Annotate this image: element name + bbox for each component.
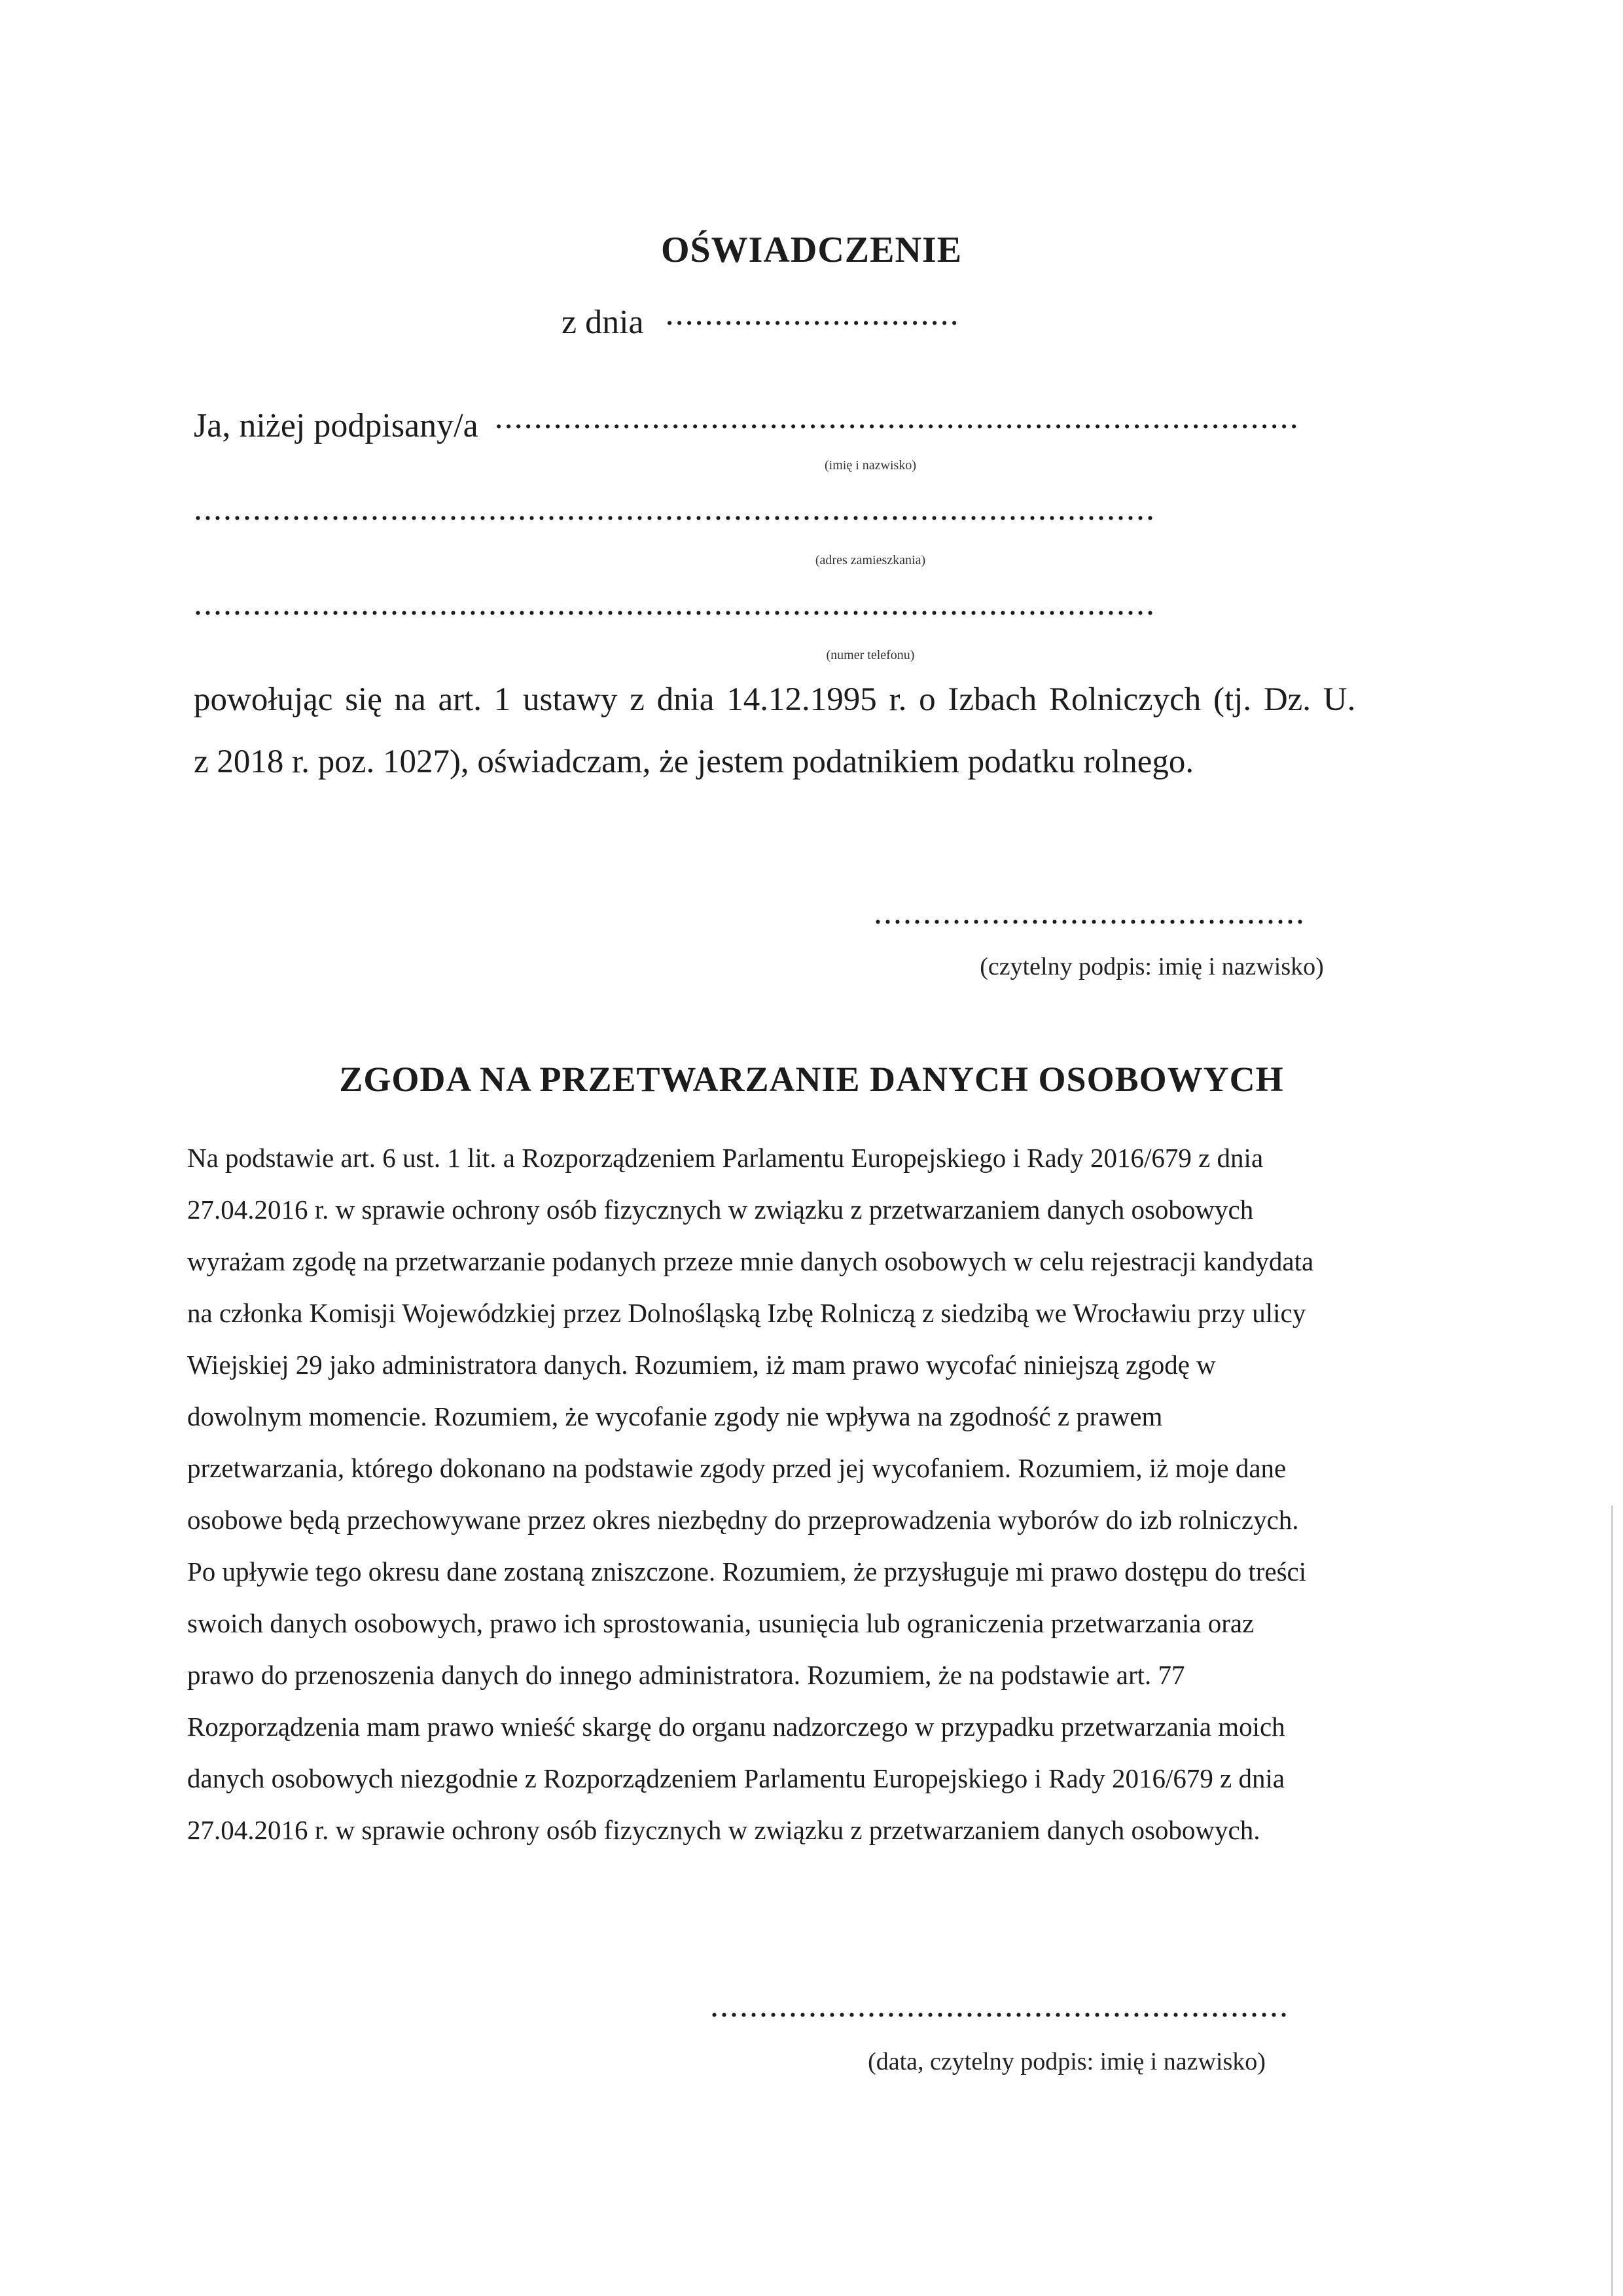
phone-row (194, 584, 1418, 632)
address-caption: (adres zamieszkania) (815, 553, 926, 567)
name-field[interactable]: .................................................................................. (494, 399, 1300, 436)
consent-signature-caption: (data, czytelny podpis: imię i nazwisko) (868, 2048, 1266, 2075)
consent-signature-field[interactable]: ........................................................... (710, 1987, 1289, 2024)
address-row (194, 490, 1418, 537)
signed-row (194, 398, 1391, 445)
consent-line: Na podstawie art. 6 ust. 1 lit. a Rozporządzeniem Parlamentu Europejskiego i Rady 2016/679 z dnia (187, 1143, 1264, 1173)
consent-line: danych osobowych niezgodnie z Rozporządzeniem Parlamentu Europejskiego i Rady 2016/679 z dnia (187, 1763, 1285, 1793)
phone-field[interactable]: .................................................................................................. (194, 585, 1156, 622)
scan-edge (1611, 1505, 1613, 2296)
consent-line: wyrażam zgodę na przetwarzanie podanych przeze mnie danych osobowych w celu rejestracji kandydata (187, 1246, 1314, 1276)
consent-line: swoich danych osobowych, prawo ich sprostowania, usunięcia lub ograniczenia przetwarzania oraz (187, 1608, 1255, 1638)
consent-signature-row (710, 1986, 1430, 2034)
consent-line: prawo do przenoszenia danych do innego administratora. Rozumiem, że na podstawie art. 77 (187, 1660, 1185, 1690)
consent-line: 27.04.2016 r. w sprawie ochrony osób fizycznych w związku z przetwarzaniem danych osobowych (187, 1194, 1254, 1225)
declaration-signature-caption: (czytelny podpis: imię i nazwisko) (980, 953, 1324, 980)
consent-line: 27.04.2016 r. w sprawie ochrony osób fizycznych w związku z przetwarzaniem danych osobowych. (187, 1815, 1260, 1845)
declaration-body-line-2: z 2018 r. poz. 1027), oświadczam, że jestem podatnikiem podatku rolnego. (194, 744, 1194, 780)
consent-line: na członka Komisji Wojewódzkiej przez Dolnośląską Izbę Rolniczą z siedzibą we Wrocławiu przy ulicy (187, 1298, 1306, 1328)
consent-line: Po upływie tego okresu dane zostaną zniszczone. Rozumiem, że przysługuje mi prawo dostępu do treści (187, 1556, 1307, 1587)
phone-caption: (numer telefonu) (826, 648, 915, 662)
declaration-signature-row (874, 893, 1436, 941)
name-caption: (imię i nazwisko) (825, 458, 916, 473)
consent-line: Rozporządzenia mam prawo wnieść skargę do organu nadzorczego w przypadku przetwarzania moich (187, 1712, 1285, 1742)
declaration-signature-field[interactable]: ............................................ (874, 894, 1306, 931)
date-row (562, 295, 1071, 342)
consent-paragraph (187, 1132, 1437, 1856)
declaration-body-line-1: powołując się na art. 1 ustawy z dnia 14.12.1995 r. o Izbach Rolniczych (tj. Dz. U. (194, 681, 1356, 718)
consent-title: ZGODA NA PRZETWARZANIE DANYCH OSOBOWYCH (339, 1060, 1284, 1099)
date-field[interactable]: .............................. (665, 295, 960, 332)
address-field[interactable]: .................................................................................................. (194, 490, 1156, 528)
signed-label: Ja, niżej podpisany/a (194, 407, 478, 444)
consent-line: dowolnym momencie. Rozumiem, że wycofanie zgody nie wpływa na zgodność z prawem (187, 1401, 1163, 1431)
consent-line: Wiejskiej 29 jako administratora danych. Rozumiem, iż mam prawo wycofać niniejszą zgodę w (187, 1350, 1216, 1380)
consent-line: przetwarzania, którego dokonano na podstawie zgody przed jej wycofaniem. Rozumiem, iż moje dane (187, 1453, 1287, 1483)
consent-line: osobowe będą przechowywane przez okres niezbędny do przeprowadzenia wyborów do izb rolniczych. (187, 1505, 1299, 1535)
date-label: z dnia (562, 304, 644, 341)
declaration-title: OŚWIADCZENIE (660, 230, 963, 270)
